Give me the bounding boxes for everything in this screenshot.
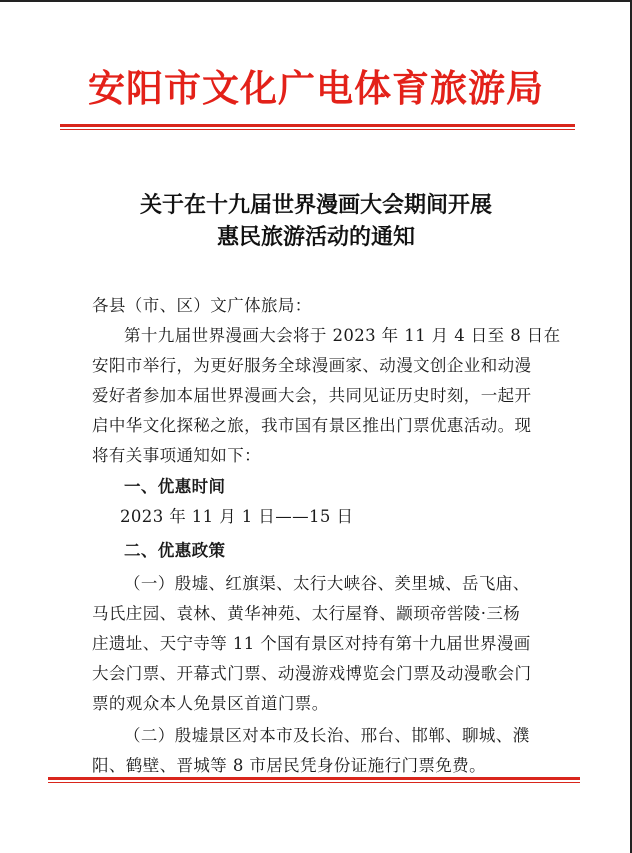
policy1-line: （一）殷墟、红旗渠、太行大峡谷、羑里城、岳飞庙、 bbox=[124, 574, 530, 593]
intro-line: 爱好者参加本届世界漫画大会，共同见证历史时刻，一起开 bbox=[92, 386, 532, 405]
intro-line: 第十九届世界漫画大会将于 2023 年 11 月 4 日至 8 日在 bbox=[124, 326, 561, 345]
section-heading-policy: 二、优惠政策 bbox=[124, 541, 226, 560]
intro-line: 将有关事项通知如下： bbox=[92, 446, 261, 465]
policy2-line: 阳、鹤壁、晋城等 8 市居民凭身份证施行门票免费。 bbox=[92, 756, 486, 775]
letterhead-org-name: 安阳市文化广电体育旅游局 bbox=[88, 66, 544, 110]
policy1-line: 马氏庄园、袁林、黄华神苑、太行屋脊、颛顼帝喾陵·三杨 bbox=[92, 604, 521, 623]
intro-line: 启中华文化探秘之旅，我市国有景区推出门票优惠活动。现 bbox=[92, 416, 532, 435]
intro-line: 安阳市举行，为更好服务全球漫画家、动漫文创企业和动漫 bbox=[92, 356, 532, 375]
policy2-line: （二）殷墟景区对本市及长治、邢台、邯郸、聊城、濮 bbox=[124, 726, 530, 745]
letterhead-red-rule-thin bbox=[60, 129, 575, 130]
section-time-text: 2023 年 11 月 1 日——15 日 bbox=[120, 507, 354, 526]
letterhead-red-rule bbox=[60, 124, 575, 127]
document-title-line-2: 惠民旅游活动的通知 bbox=[216, 224, 415, 250]
policy1-line: 大会门票、开幕式门票、动漫游戏博览会门票及动漫歌会门 bbox=[92, 664, 532, 683]
section-heading-time: 一、优惠时间 bbox=[124, 477, 226, 496]
salutation: 各县（市、区）文广体旅局： bbox=[92, 296, 312, 315]
policy1-line: 庄遗址、天宁寺等 11 个国有景区对持有第十九届世界漫画 bbox=[92, 634, 531, 653]
policy1-line: 票的观众本人免景区首道门票。 bbox=[92, 694, 329, 713]
footer-red-rule-thin bbox=[48, 782, 580, 783]
document-title-line-1: 关于在十九届世界漫画大会期间开展 bbox=[139, 192, 492, 218]
page-top-border bbox=[0, 0, 632, 2]
footer-red-rule bbox=[48, 777, 580, 780]
